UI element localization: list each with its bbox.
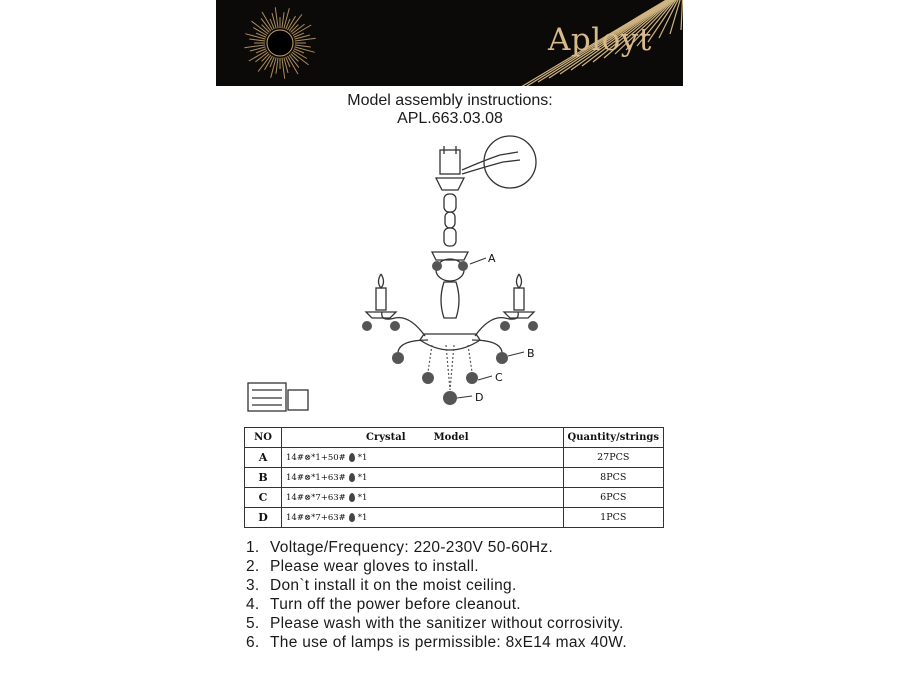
terminal-block xyxy=(248,383,286,411)
callout-d: D xyxy=(475,391,484,404)
row-suffix: *1 xyxy=(357,492,368,503)
list-item: 6. The use of lamps is permissible: 8xE14 max 40W. xyxy=(246,634,627,651)
row-qty: 8PCS xyxy=(563,468,663,488)
ceiling-canopy xyxy=(440,150,460,174)
chain xyxy=(444,194,456,246)
brand-name: Aployt xyxy=(548,22,652,58)
model-code: APL.663.03.08 xyxy=(397,110,503,127)
header-crystal: Crystal xyxy=(366,432,406,443)
header-quantity: Quantity/strings xyxy=(563,428,663,448)
list-item: 1. Voltage/Frequency: 220-230V 50-60Hz. xyxy=(246,539,554,556)
row-no: D xyxy=(245,508,282,528)
row-model: 14#⊗*1+50# xyxy=(286,452,346,463)
list-item: 5. Please wash with the sanitizer without corrosivity. xyxy=(246,615,624,632)
callout-a: A xyxy=(488,252,496,265)
instruction-notes xyxy=(246,538,627,652)
row-suffix: *1 xyxy=(357,472,368,483)
crystal-drop-icon xyxy=(349,513,355,522)
page-title: Model assembly instructions: xyxy=(347,92,553,109)
list-item: 4. Turn off the power before cleanout. xyxy=(246,596,521,613)
row-qty: 27PCS xyxy=(563,448,663,468)
crystal-drop-icon xyxy=(349,473,355,482)
callout-c: C xyxy=(495,371,503,384)
list-item: 3. Don`t install it on the moist ceiling. xyxy=(246,577,517,594)
callout-b: B xyxy=(527,347,535,360)
header-no: NO xyxy=(245,428,282,448)
row-model: 14#⊗*7+63# xyxy=(286,512,346,523)
wiring-detail xyxy=(484,136,536,188)
table-row xyxy=(245,488,664,508)
crystal-spec-table xyxy=(244,427,664,528)
row-suffix: *1 xyxy=(357,452,368,463)
header-model xyxy=(282,428,564,448)
crystal-drop-icon xyxy=(349,493,355,502)
row-no: B xyxy=(245,468,282,488)
table-row xyxy=(245,448,664,468)
row-model: 14#⊗*7+63# xyxy=(286,492,346,503)
header-model-label: Model xyxy=(433,432,469,443)
table-header-row xyxy=(245,428,664,448)
row-qty: 1PCS xyxy=(563,508,663,528)
row-suffix: *1 xyxy=(357,512,368,523)
table-row xyxy=(245,468,664,488)
row-qty: 6PCS xyxy=(563,488,663,508)
row-no: A xyxy=(245,448,282,468)
crystal-drop-icon xyxy=(349,453,355,462)
row-model: 14#⊗*1+63# xyxy=(286,472,346,483)
table-row xyxy=(245,508,664,528)
list-item: 2. Please wear gloves to install. xyxy=(246,558,479,575)
row-no: C xyxy=(245,488,282,508)
